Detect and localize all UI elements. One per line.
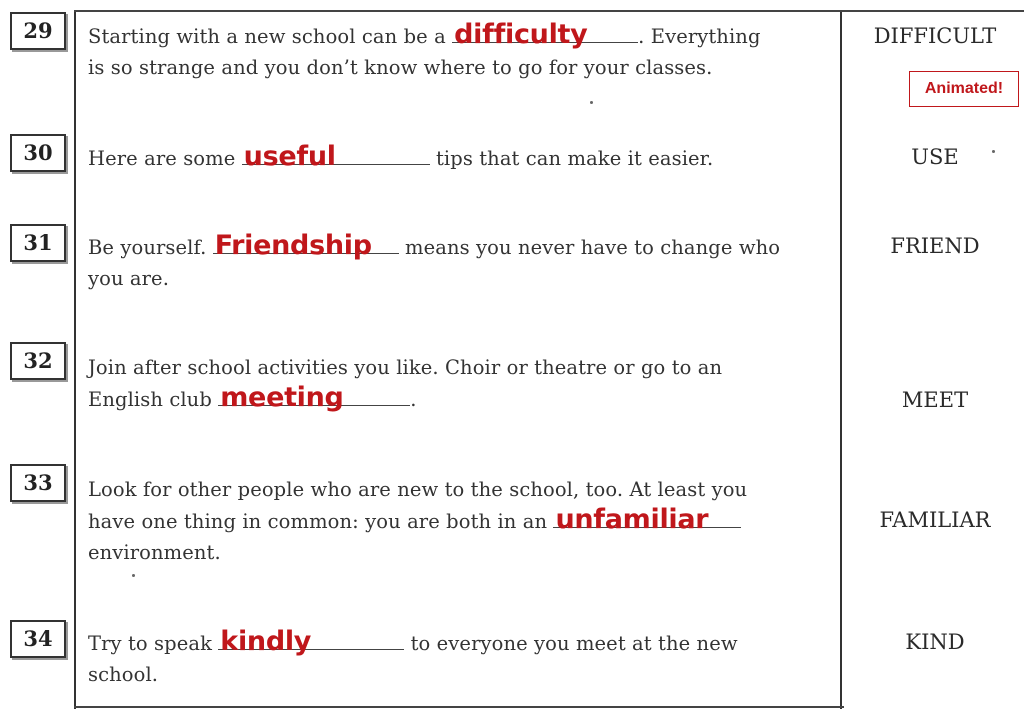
question-number-30: 30 (10, 134, 66, 172)
keyword-33: FAMILIAR (879, 508, 991, 532)
answer-blank-34 (218, 626, 404, 657)
q34-before: Try to speak (88, 632, 219, 655)
answer-32: meeting (220, 382, 344, 413)
q34-after: to everyone you meet at the new (404, 632, 738, 655)
question-number-31: 31 (10, 224, 66, 262)
frame-divider (840, 10, 842, 709)
answer-blank-29 (452, 19, 638, 50)
question-number-33: 33 (10, 464, 66, 502)
answer-33: unfamiliar (555, 504, 709, 535)
q31-line2: you are. (88, 267, 169, 290)
answer-34: kindly (220, 626, 312, 657)
q29-after: . Everything (638, 25, 761, 48)
q29-before: Starting with a new school can be a (88, 25, 453, 48)
question-34-text (88, 627, 830, 690)
q32-line1: Join after school activities you like. Choir or theatre or go to an (88, 356, 723, 379)
answer-30: useful (243, 141, 336, 172)
scan-speck (132, 574, 135, 577)
frame-bottom-border (74, 706, 844, 708)
keyword-30: USE (911, 145, 959, 169)
answer-blank-30 (242, 141, 430, 172)
question-number-29: 29 (10, 12, 66, 50)
q32-after: . (410, 388, 417, 411)
q30-after: tips that can make it easier. (429, 147, 714, 170)
q31-after: means you never have to change who (398, 236, 781, 259)
answer-29: difficulty (454, 19, 588, 50)
q33-line1: Look for other people who are new to the school, too. At least you (88, 478, 748, 501)
keyword-34: KIND (905, 630, 965, 654)
q34-line2: school. (88, 663, 159, 686)
question-30-text (88, 142, 830, 174)
q33-before: have one thing in common: you are both in an (88, 510, 554, 533)
q29-line2: is so strange and you don’t know where to go for your classes. (88, 56, 713, 79)
scan-speck (590, 101, 593, 104)
scan-speck (992, 150, 995, 153)
question-29-text (88, 20, 830, 83)
question-number-32: 32 (10, 342, 66, 380)
q33-line3: environment. (88, 541, 221, 564)
question-32-text (88, 352, 830, 415)
keyword-29: DIFFICULT (873, 24, 997, 48)
q31-before: Be yourself. (88, 236, 213, 259)
question-31-text (88, 231, 830, 294)
question-number-34: 34 (10, 620, 66, 658)
answer-blank-33 (553, 504, 741, 535)
frame-left-border (74, 10, 76, 709)
keyword-31: FRIEND (890, 234, 980, 258)
frame-top-border (74, 10, 1024, 12)
keyword-32: MEET (901, 388, 969, 412)
q32-before: English club (88, 388, 219, 411)
animated-badge: Animated! (909, 71, 1019, 107)
answer-blank-32 (218, 382, 410, 413)
question-33-text (88, 474, 830, 568)
q30-before: Here are some (88, 147, 242, 170)
answer-31: Friendship (214, 230, 372, 261)
answer-blank-31 (213, 230, 399, 261)
